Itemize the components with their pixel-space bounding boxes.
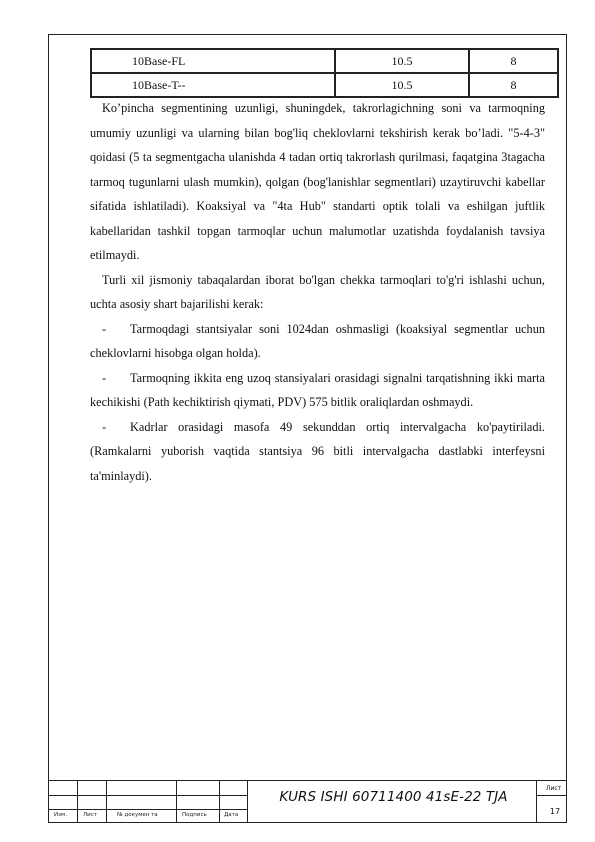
divider [536, 781, 537, 823]
stamp-label-list: Лист [83, 812, 97, 818]
stamp-label-izm: Изм. [54, 812, 67, 818]
divider [247, 781, 248, 823]
divider [106, 781, 107, 823]
divider [219, 781, 220, 823]
speed-table [90, 48, 559, 98]
bullet-text: Tarmoqdagi stantsiyalar soni 1024dan oshmasligi (koaksiyal segmentlar uchun cheklovlarni hisobga olgan holda). [90, 321, 545, 360]
divider [77, 781, 78, 823]
divider [48, 795, 247, 796]
divider [176, 781, 177, 823]
divider [536, 795, 567, 796]
table-cell-delay: 10.5 [335, 49, 469, 73]
table-row [91, 73, 558, 97]
bullet-text: Tarmoqning ikkita eng uzoq stansiyalari orasidagi signalni tarqatishning ikki marta kechikishi (Path kechiktirish qiymati, PDV) 575 bitlik oraliqlardan oshmaydi. [90, 370, 545, 409]
bullet-item [90, 366, 545, 415]
dash-marker: - [102, 419, 107, 434]
paragraph: Turli xil jismoniy tabaqalardan iborat bo'lgan chekka tarmoqlari to'g'ri ishlashi uchun, uchta asosiy shart bajarilishi kerak: [90, 272, 545, 311]
dash-marker: - [102, 370, 107, 385]
table-cell-value: 8 [469, 49, 558, 73]
table-cell-delay: 10.5 [335, 73, 469, 97]
table-cell-name: 10Base-FL [91, 49, 335, 73]
table-cell-name: 10Base-T-- [91, 73, 335, 97]
body-text [90, 96, 545, 488]
divider [48, 809, 247, 810]
bullet-item [90, 415, 545, 489]
document-title: KURS ISHI 60711400 41sE-22 TJA [279, 789, 508, 805]
stamp-label-sign: Подпись [182, 812, 207, 818]
bullet-item [90, 317, 545, 366]
dash-marker: - [102, 321, 107, 336]
sheet-number: 17 [549, 807, 561, 816]
sheet-label: Лист [546, 785, 562, 792]
bullet-text: Kadrlar orasidagi masofa 49 sekunddan ortiq intervalgacha ko'paytiriladi. (Ramkalarni yuborish vaqtida stantsiya 96 bitli intervalgacha dastlabki interfeysni ta'minlaydi). [90, 419, 545, 483]
stamp-label-date: Дата [224, 812, 239, 818]
stamp-label-doc: № докумен та [117, 812, 158, 818]
table-cell-value: 8 [469, 73, 558, 97]
title-block [48, 780, 567, 823]
paragraph: Ko’pincha segmentining uzunligi, shuningdek, takrorlagichning soni va tarmoqning umumiy uzunligi va ularning bilan bog'liq cheklovlarni tekshirish kerak bo’ladi. "5-4-3" qoidasi (5 ta segmentgacha ulanishda 4 tadan ortiq takrorlash qurilmasi, faqatgina 3tagacha tarmoq tugunlarni ulash mumkin), qolgan (bog'lanishlar segmentlari) uzaytiruvchi kabellar sifatida ishlatiladi). Koaksiyal va "4ta Hub" standarti optik tolali va eshilgan juftlik kabellaridan tashkil topgan tarmoqlar uchun malumotlar uzatishda foydalanish tavsiya etilmaydi. [90, 101, 545, 262]
table-row [91, 49, 558, 73]
